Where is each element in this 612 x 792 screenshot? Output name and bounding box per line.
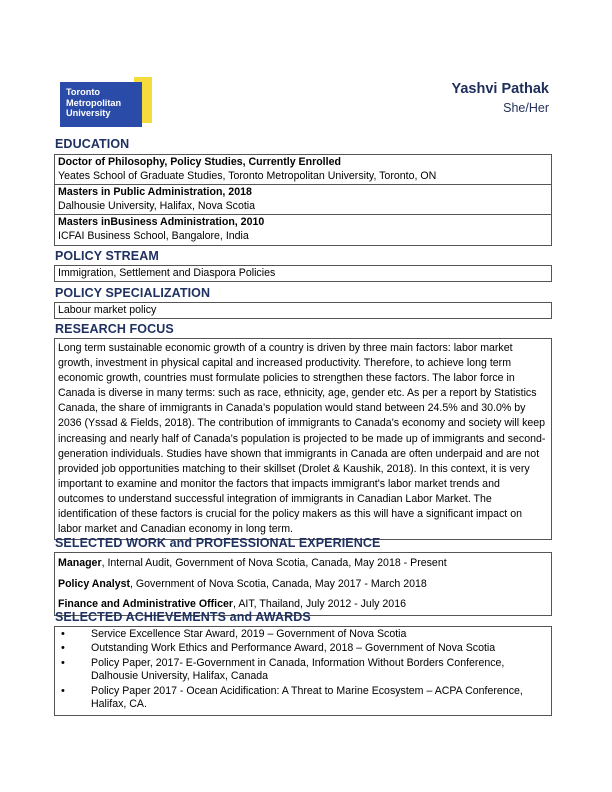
experience-item	[55, 553, 551, 574]
logo-blue-block	[60, 82, 142, 127]
logo-line: Toronto	[66, 87, 101, 97]
education-heading: EDUCATION	[55, 137, 130, 151]
job-role: Policy Analyst	[58, 577, 131, 590]
research-focus-text: Long term sustainable economic growth of a country is driven by three main factors: labor market growth, investment in physical capital and increased productivity. Therefore, to achieve long term economic growth, countries must formulate policies to strengthen these factors. The labor force in Canada is diverse in many terms: such as race, ethnicity, age, gender etc. As per a report by Statistics Canada, the share of immigrants in Canada’s population would stand between 24.5% and 30.0% by 2036 (Yssad & Fields, 2018). The contribution of immigrants to Canada's economy and society will keep increasing and nearly half of Canada’s population is projected to be made up of immigrants and second-generation individuals. Studies have shown that immigrants in Canada are often underpaid and are not provided job opportunities matching to their skillset (Drolet & Kaushik, 2018). In this context, it is very important to examine and monitor the factors that impacts immigrant's labor market trends and outcomes to understand successful integration of immigrants in Canadian Labor Market. The identification of these factors is crucial for the policy makers as this will have a significant impact on labor market and Canadian economy in long term.	[58, 342, 546, 536]
policy-specialization-heading: POLICY SPECIALIZATION	[55, 286, 211, 300]
university-logo	[60, 77, 152, 127]
research-focus-heading: RESEARCH FOCUS	[55, 322, 174, 336]
research-focus-box	[54, 338, 552, 540]
job-detail: , Government of Nova Scotia, Canada, May 2017 - March 2018	[130, 577, 427, 590]
experience-box	[54, 552, 552, 616]
job-detail: , Internal Audit, Government of Nova Scotia, Canada, May 2018 - Present	[101, 557, 447, 569]
education-item	[55, 184, 551, 214]
job-role: Finance and Administrative Officer	[58, 598, 234, 610]
policy-stream-box	[54, 265, 552, 282]
school: Yeates School of Graduate Studies, Toronto Metropolitan University, Toronto, ON	[58, 169, 437, 182]
job-detail: , AIT, Thailand, July 2012 - July 2016	[233, 598, 406, 610]
awards-list	[55, 627, 551, 715]
school: ICFAI Business School, Bangalore, India	[58, 229, 249, 242]
logo-line: University	[66, 108, 111, 118]
award-item: • Policy Paper, 2017- E-Government in Canada, Information Without Borders Conference, Dalhousie University, Halifax, Canada	[91, 657, 548, 685]
degree: Masters inBusiness Administration, 2010	[58, 216, 265, 229]
policy-stream-heading: POLICY STREAM	[55, 249, 159, 263]
experience-item	[55, 574, 551, 595]
candidate-name: Yashvi Pathak	[451, 81, 549, 97]
award-item: • Outstanding Work Ethics and Performance Award, 2018 – Government of Nova Scotia	[91, 642, 548, 656]
policy-stream-value: Immigration, Settlement and Diaspora Policies	[58, 267, 276, 279]
education-item	[55, 155, 551, 184]
policy-specialization-box	[54, 302, 552, 319]
experience-heading: SELECTED WORK and PROFESSIONAL EXPERIENCE	[55, 536, 381, 550]
school: Dalhousie University, Halifax, Nova Scotia	[58, 199, 256, 212]
candidate-pronouns: She/Her	[503, 101, 549, 115]
policy-specialization-value: Labour market policy	[58, 304, 157, 316]
award-item: • Service Excellence Star Award, 2019 – Government of Nova Scotia	[91, 628, 548, 642]
education-item	[55, 214, 551, 244]
award-item: • Policy Paper 2017 - Ocean Acidification: A Threat to Marine Ecosystem – ACPA Conference, Halifax, CA.	[91, 685, 548, 713]
degree: Doctor of Philosophy, Policy Studies, Currently Enrolled	[58, 156, 341, 168]
awards-heading: SELECTED ACHIEVEMENTS and AWARDS	[55, 610, 311, 624]
job-role: Manager	[58, 557, 102, 569]
logo-line: Metropolitan	[66, 97, 122, 108]
degree: Masters in Public Administration, 2018	[58, 186, 252, 199]
awards-box	[54, 626, 552, 716]
education-box	[54, 154, 552, 246]
